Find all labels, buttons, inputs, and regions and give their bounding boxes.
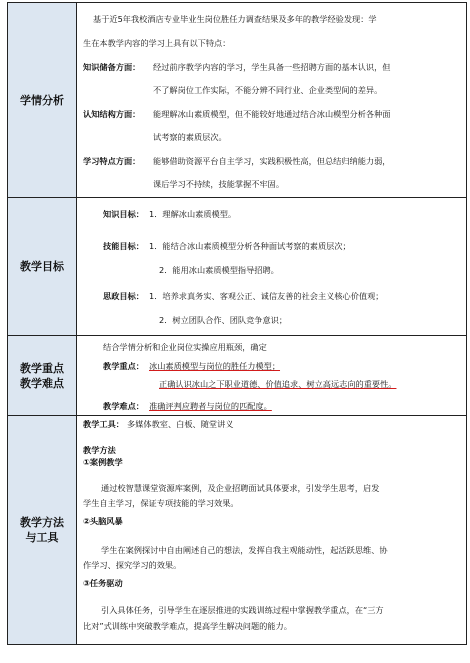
knowledge-title: 知识储备方面： xyxy=(83,62,141,72)
task-text: 比对”式训练中突破教学难点，提高学生解决问题的能力。 xyxy=(83,621,292,631)
task-title: ③任务驱动 xyxy=(83,578,123,588)
skill-goal-title: 技能目标： xyxy=(103,241,144,251)
methods-title: 教学方法 xyxy=(83,445,116,455)
difficulty-item: 准确评判应聘者与岗位的匹配度。 xyxy=(149,401,272,411)
storm-text: 学生在案例探讨中自由阐述自己的想法，发挥自我主观能动性，起活跃思维、协 xyxy=(101,545,388,555)
label-text: 与工具 xyxy=(25,531,59,544)
intro-line: 生在本教学内容的学习上具有以下特点： xyxy=(83,38,231,48)
label-text: 教学方法 xyxy=(20,516,64,529)
learning-title: 学习特点方面： xyxy=(83,156,141,166)
case-text: 学生自主学习，保证专项技能的学习效果。 xyxy=(83,498,239,508)
focus-item: 冰山素质模型与岗位的胜任力模型； xyxy=(149,361,281,371)
focus-item: 正确认识冰山之下职业道德、价值追求、树立高远志向的重要性。 xyxy=(159,379,397,389)
cognitive-text: 试考察的素质层次。 xyxy=(153,132,227,142)
knowledge-text: 经过前序教学内容的学习，学生具备一些招聘方面的基本认识，但 xyxy=(153,62,391,72)
ideology-goal-item: 2．树立团队合作、团队竞争意识； xyxy=(159,315,288,325)
case-title: ①案例教学 xyxy=(83,457,123,467)
ideology-goal-item: 1．培养求真务实、客观公正、诚信友善的社会主义核心价值观； xyxy=(149,291,384,301)
knowledge-text: 不了解岗位工作实际，不能分辨不同行业、企业类型间的差异。 xyxy=(153,85,383,95)
focus-title: 教学重点： xyxy=(103,361,144,371)
tools-title: 教学工具： xyxy=(83,419,124,429)
row-label-student-analysis xyxy=(8,3,77,197)
content-keypoints xyxy=(77,336,466,415)
skill-goal-item: 2．能用冰山素质模型指导招聘。 xyxy=(159,265,279,275)
row-methods xyxy=(7,416,467,645)
learning-text: 课后学习不持续，技能掌握不牢固。 xyxy=(153,179,285,189)
row-keypoints xyxy=(7,336,467,416)
cognitive-text: 能理解冰山素质模型，但不能较好地通过结合冰山模型分析各种面 xyxy=(153,109,391,119)
row-label-keypoints xyxy=(8,336,77,415)
label-text: 教学目标 xyxy=(20,260,64,273)
intro-line: 基于近5年我校酒店专业毕业生岗位胜任力调查结果及多年的教学经验发现：学 xyxy=(93,14,377,24)
skill-goal-item: 1．能结合冰山素质模型分析各种面试考察的素质层次； xyxy=(149,241,351,251)
difficulty-title: 教学难点： xyxy=(103,401,144,411)
knowledge-goal-item: 1．理解冰山素质模型。 xyxy=(149,209,237,219)
label-text: 教学难点 xyxy=(20,376,64,390)
keypoints-intro: 结合学情分析和企业岗位实操应用瓶颈，确定 xyxy=(103,342,267,352)
learning-text: 能够借助资源平台自主学习，实践积极性高，但总结归纳能力弱， xyxy=(153,156,391,166)
content-student-analysis xyxy=(77,3,466,197)
ideology-goal-title: 思政目标： xyxy=(103,291,144,301)
label-text: 学情分析 xyxy=(20,93,64,107)
case-text: 通过校智慧课堂资源库案例，及企业招聘面试具体要求，引发学生思考，启发 xyxy=(101,483,380,493)
storm-text: 作学习、探究学习的效果。 xyxy=(83,560,182,570)
knowledge-goal-title: 知识目标： xyxy=(103,209,144,219)
row-student-analysis xyxy=(7,2,467,198)
cognitive-title: 认知结构方面： xyxy=(83,109,141,119)
content-objectives xyxy=(77,198,466,335)
row-label-objectives xyxy=(8,198,77,335)
label-text: 教学重点 xyxy=(20,361,64,375)
storm-title: ②头脑风暴 xyxy=(83,516,123,526)
content-methods xyxy=(77,416,466,644)
row-label-methods xyxy=(8,416,77,644)
tools-text: 多媒体教室、白板、随堂讲义 xyxy=(127,419,234,429)
row-objectives xyxy=(7,198,467,336)
task-text: 引入具体任务，引导学生在逐层推进的实践训练过程中掌握教学重点，在“三方 xyxy=(101,605,384,615)
